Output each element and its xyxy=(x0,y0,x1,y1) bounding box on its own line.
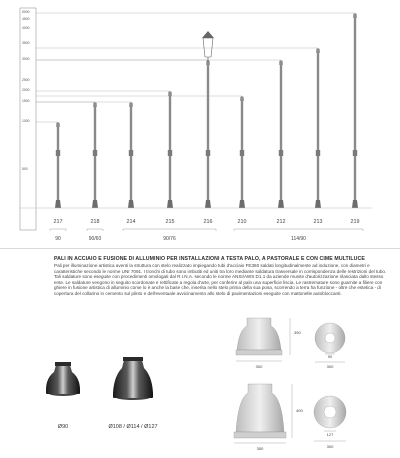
base-label-large: Ø108 / Ø114 / Ø127 xyxy=(108,424,158,430)
diameter-group-label: 90/60 xyxy=(88,236,102,242)
pole-code: 213 xyxy=(313,219,323,225)
pole-code: 210 xyxy=(237,219,247,225)
pole-214 xyxy=(128,102,134,208)
pole-213 xyxy=(315,48,321,208)
pole-219 xyxy=(352,13,358,208)
pole-code: 214 xyxy=(126,219,136,225)
pole-215 xyxy=(167,91,173,208)
base-label-small: Ø90 xyxy=(57,424,69,430)
section-description: Pali per illuminazione artistica aventi la struttura con stelo realizzato impiegando tubi d'acciaio FE360 saldati longitudinalmente ad induzione, con diametri e caratteristiche secondo le norme UNI 7091. I tronchi di tubo sono imbutiti ed uniti tra loro mediante saldatura trasversale in corrispondenza delle restrizioni del tubo. Tali saldature sono eseguite con procedimenti omologati dal R.I.N.A. secondo le norme ANSI/AWS D1.1 da aziende munite d'autorizzazione rilasciata dallo stesso ente. Le saldature vengono in seguito scordonate e rettificate a regola d'arte, per conferire al palo una superficie liscia. Le rastremature sono guarnite a filiere con ghiere in fusione artistica di alluminio come lo è anche la base che, inserita nello stelo prima della sua posa, scorrendo a terra ha funzione - oltre che estetica - di copertura del collarino in cemento sul plinto e dell'eventuale avvicinamento allo stelo di pavimentazioni eseguite con mattonelle autobloccanti. xyxy=(54,263,387,296)
scale-label: 2000 xyxy=(22,88,30,92)
pole-code: 217 xyxy=(53,219,63,225)
base-photo-small xyxy=(46,362,80,396)
pole-216 xyxy=(205,60,211,208)
lantern-icon xyxy=(202,31,214,62)
base-panel xyxy=(0,300,400,458)
pole-code: 216 xyxy=(203,219,213,225)
drawing-large-side xyxy=(234,384,292,443)
pole-210 xyxy=(239,96,245,208)
pole-217 xyxy=(55,122,61,208)
scale-label: 500 xyxy=(22,167,28,171)
pole-code: 215 xyxy=(165,219,175,225)
scale-label: 3500 xyxy=(22,41,30,45)
section-title: PALI IN ACCIAIO E FUSIONE DI ALLUMINIO PER INSTALLAZIONI A TESTA PALO, A PASTORALE E CON CIME MULTILUCE xyxy=(54,256,365,262)
scale-label: 4000 xyxy=(22,26,30,30)
scale-label: 4500 xyxy=(22,17,30,21)
drawing-large-width: 350 xyxy=(256,446,264,451)
diameter-group-label: 90 xyxy=(55,236,61,242)
scale-label: 1500 xyxy=(22,99,30,103)
scale-label: 1000 xyxy=(22,119,30,123)
base-photo-large xyxy=(113,357,153,400)
diameter-group-label: 90/76 xyxy=(163,236,176,242)
scale-label: 5000 xyxy=(22,10,30,14)
pole-code: 212 xyxy=(276,219,286,225)
drawing-small-height: 350 xyxy=(294,330,301,335)
drawing-small-outer: 300 xyxy=(326,364,334,369)
drawing-large-hole: 127 xyxy=(326,432,334,437)
pole-code: 218 xyxy=(90,219,100,225)
section-divider xyxy=(0,248,400,249)
drawing-large-outer: 300 xyxy=(326,444,334,449)
diameter-group-label: 114/90 xyxy=(291,236,306,242)
drawing-small-side xyxy=(236,318,290,361)
pole-212 xyxy=(278,60,284,208)
drawing-small-hole: 90 xyxy=(327,354,333,359)
pole-218 xyxy=(92,102,98,208)
pole-code: 219 xyxy=(350,219,360,225)
scale-label: 2500 xyxy=(22,78,30,82)
drawing-small-width: 300 xyxy=(255,364,263,369)
scale-label: 3000 xyxy=(22,57,30,61)
drawing-large-height: 400 xyxy=(296,408,303,413)
